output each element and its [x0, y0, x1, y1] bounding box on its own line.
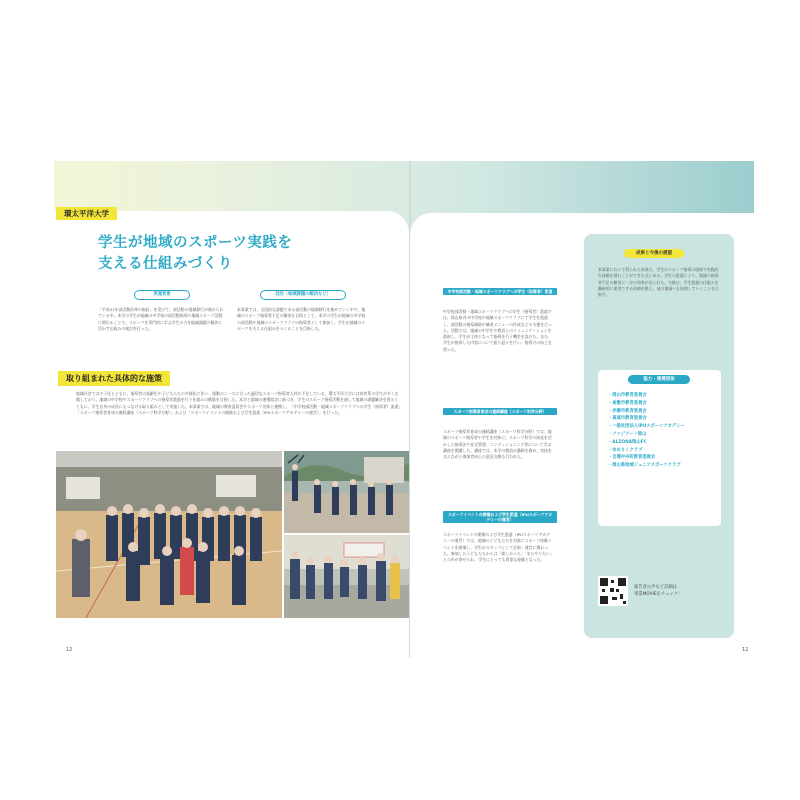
- headline-line-1: 学生が地域のスポーツ実践を: [98, 235, 293, 251]
- partner-item: ・岡山県地域ジュニアスポーツクラブ: [608, 463, 681, 469]
- section2-tag: 取り組まれた具体的な施策: [58, 371, 170, 386]
- partner-item: ・吉備中央町教育委員会: [608, 455, 656, 461]
- partner-item: ・岡山市教育委員会: [608, 393, 647, 398]
- banner-club-dispatch: 中学校部活動・地域スポーツクラブへの学生（指導者）派遣: [443, 288, 557, 295]
- qr-caption-line-1: 報告者の声など詳細は: [634, 585, 677, 590]
- kids-photo-illustration: [284, 535, 409, 618]
- right-page: [410, 213, 754, 658]
- partner-item: ・一般社団法人IPUスポーツアカデミー: [608, 424, 685, 430]
- left-page: [54, 211, 409, 658]
- club-dispatch-text: 中学校部活動・地域スポーツクラブへの学生（指導者）派遣では、岡山県内の中学校や地域スポーツクラブにて学生を派遣し、部活動の指導補助や練習メニューの作成などの支援を行った。活動では、地域の中学生や教員とのコミュニケーションを重視し、学生が主体となって指導を行う機会を設けた。また、学生が指導した内容について振り返りを行い、指導力の向上を図った。: [443, 309, 552, 352]
- partners-tag: 協力・連携団体: [628, 375, 690, 384]
- outdoor-photo-illustration: [284, 451, 409, 533]
- issue-text: 本事業では、全国的な課題である部活動の地域移行を進めていく中で、地域のスポーツ指導者不足の解消を目的として、本学の学生が地域の中学校の部活動や地域のスポーツクラブの指導者として参加し、学生が地域のスポーツを支える仕組みをつくることを目指した。: [237, 307, 366, 331]
- pill-background: 実施背景: [134, 290, 190, 300]
- partner-item: ・赤磐市教育委員会: [608, 408, 647, 414]
- gym-group-photo: [56, 451, 282, 618]
- partners-list: [608, 392, 716, 470]
- left-page-number: 12: [66, 647, 73, 653]
- results-text: 本事業において得られた成果は、学生がスポーツ指導の現場で実践的な経験を積むことができた点にある。学生の派遣により、地域の指導者不足の解消に一定の効果が見られた。今後は、学生派遣の仕組みを継続的に運用できる体制を整え、他の地域へも展開していくことを目指す。: [598, 267, 719, 298]
- partner-item: ・ゆめりくクラブ: [608, 447, 643, 453]
- outdoor-training-photo: [284, 451, 409, 533]
- coach-course-text: スポーツ指導者育成の連続講座（スポーツ科学分野）では、地域のスポーツ指導者や学生を対象に、スポーツ科学の知見を活かした指導法や安全管理、コンディショニング等について学ぶ講座を開講した。講座では、本学の教員が講師を務め、実技を交えながら参加者同士の意見交換も行われた。: [443, 429, 552, 460]
- qr-caption-line-2: 事業MOVIEをチェック！: [634, 592, 683, 597]
- banner-coach-course: スポーツ指導者育成の連続講座（スポーツ科学分野）: [443, 408, 557, 415]
- partners-box: [598, 370, 721, 526]
- background-text: 「平成31年部活動改革の指針」を受けて、部活動の地域移行が進められている中、本学の学生が地域の中学校の部活動指導や地域スポーツ活動に関わることで、スポーツを専門的に学ぶ学生の力を地域課題の解決に活かす仕組みの検討を行った。: [98, 307, 224, 331]
- partner-item: ・ファジアーノ岡山: [608, 431, 647, 437]
- qr-caption: [634, 584, 682, 598]
- gym-photo-illustration: [56, 451, 282, 618]
- pill-issue: 目的（地域課題の解決など）: [260, 290, 346, 300]
- partner-item: ・真庭市教育委員会: [608, 416, 647, 422]
- partner-item: ・倉敷市教育委員会: [608, 400, 647, 406]
- section2-text: 地域社会では少子化とともに、指導者の高齢化や子どもたちの多様化に伴い、運動のニーズに合った適切なスポーツ指導者人材が不足している。環太平洋大学には体育系の学生が多く在籍しており、地域の中学校やスポーツクラブへの指導者派遣を行う仕組みの構築を目指した。本学と地域の連携協定に基づき、学生のスポーツ指導活動を通して地域の課題解決を図るとともに、学生自身の成長にもつなげる取り組みとして実施した。本事業では、地域の教育委員会やスポーツ団体と連携し、「中学校部活動・地域スポーツクラブへの学生（指導者）派遣」「スポーツ指導者育成の連続講座（スポーツ科学分野）」および「スポーツイベントの開催および学生派遣（IPUスポーツアカデミーの運営）」を行った。: [76, 391, 401, 415]
- headline-line-2: 支える仕組みづくり: [98, 256, 233, 272]
- banner-sports-event: スポーツイベントの開催および学生派遣（IPUスポーツアカデミーの運営）: [443, 511, 557, 523]
- right-page-number: 12: [742, 647, 749, 653]
- kids-class-photo: [284, 535, 409, 618]
- sports-event-text: スポーツイベントの開催および学生派遣（IPUスポーツアカデミーの運営）では、地域の子どもたちを対象にスポーツ体験イベントを開催し、学生がスタッフとして企画・運営に携わった。参加した子どもたちからは「楽しかった」「またやりたい」との声が寄せられ、学生にとっても貴重な経験となった。: [443, 532, 552, 563]
- partner-item: ・ALZONA岡山FC: [608, 439, 647, 445]
- results-tag: 成果と今後の展望: [624, 249, 684, 258]
- sidebar-box: [584, 234, 734, 638]
- magazine-spread: [54, 161, 754, 658]
- qr-code-icon[interactable]: [598, 576, 628, 606]
- university-tag: 環太平洋大学: [56, 207, 117, 220]
